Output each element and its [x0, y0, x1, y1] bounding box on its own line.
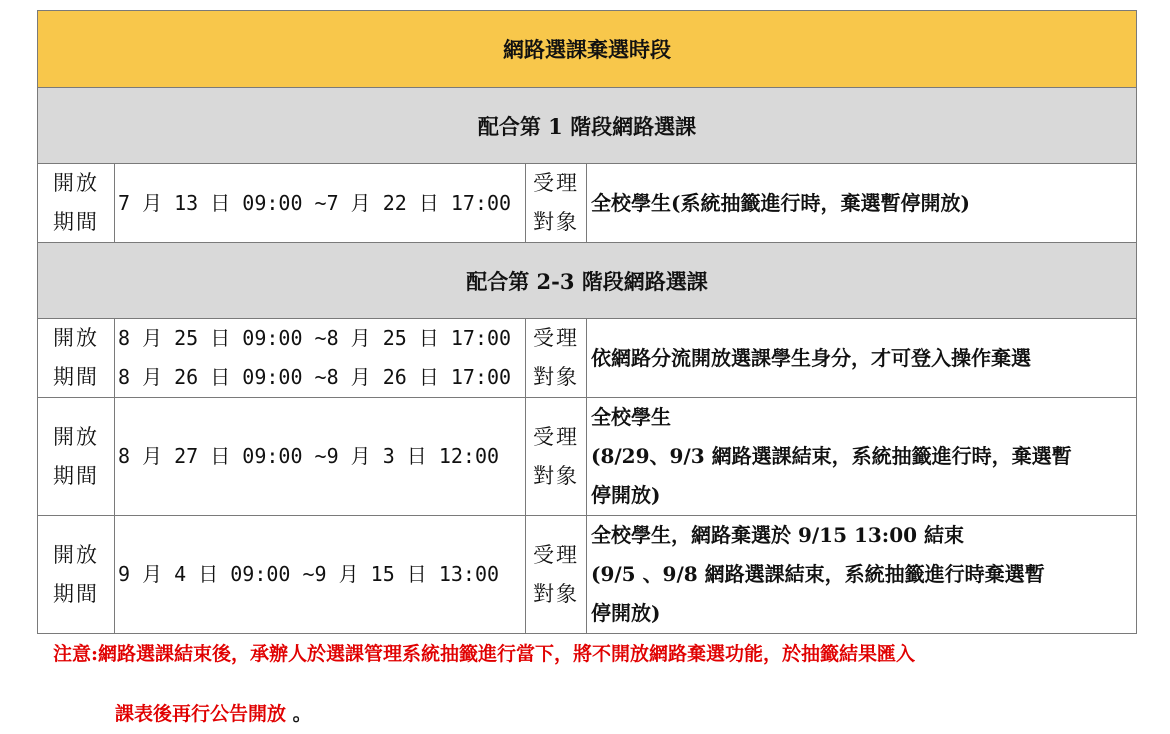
open-period-value: 9 月 4 日 09:00 ~9 月 15 日 13:00: [115, 516, 526, 634]
stage2-row: [38, 243, 1137, 319]
table-title: 網路選課棄選時段: [38, 11, 1137, 88]
open-period-label: 開放 期間: [38, 516, 115, 634]
stage1-row: [38, 88, 1137, 164]
notice-line-1: 注意:網路選課結束後，承辦人於選課管理系統抽籤進行當下，將不開放網路棄選功能，於抽籤結果匯入: [53, 643, 916, 665]
course-drop-schedule-table: [37, 10, 1137, 634]
target-label: 受理 對象: [526, 319, 587, 398]
notice-line-2: 課表後再行公告開放 。: [115, 703, 312, 725]
open-period-value: 7 月 13 日 09:00 ~7 月 22 日 17:00: [115, 164, 526, 243]
open-period-label: 開放 期間: [38, 164, 115, 243]
target-label: 受理 對象: [526, 398, 587, 516]
target-value: 全校學生(系統抽籤進行時，棄選暫停開放): [587, 164, 1137, 243]
open-period-label: 開放 期間: [38, 319, 115, 398]
table-row: [38, 398, 1137, 516]
notice-period-mark: 。: [292, 703, 312, 725]
table-row: [38, 319, 1137, 398]
stage1-heading: 配合第 1 階段網路選課: [38, 88, 1137, 164]
title-row: [38, 11, 1137, 88]
notice: [53, 634, 1153, 734]
open-period-value: 8 月 25 日 09:00 ~8 月 25 日 17:00 8 月 26 日 09:00 ~8 月 26 日 17:00: [115, 319, 526, 398]
stage2-heading: 配合第 2-3 階段網路選課: [38, 243, 1137, 319]
table-row: [38, 164, 1137, 243]
target-value: 全校學生，網路棄選於 9/15 13:00 結束 (9/5 、9/8 網路選課結束，系統抽籤進行時棄選暫 停開放): [587, 516, 1137, 634]
target-label: 受理 對象: [526, 516, 587, 634]
table-row: [38, 516, 1137, 634]
target-value: 全校學生 (8/29、9/3 網路選課結束，系統抽籤進行時，棄選暫 停開放): [587, 398, 1137, 516]
target-value: 依網路分流開放選課學生身分，才可登入操作棄選: [587, 319, 1137, 398]
open-period-label: 開放 期間: [38, 398, 115, 516]
target-label: 受理 對象: [526, 164, 587, 243]
open-period-value: 8 月 27 日 09:00 ~9 月 3 日 12:00: [115, 398, 526, 516]
